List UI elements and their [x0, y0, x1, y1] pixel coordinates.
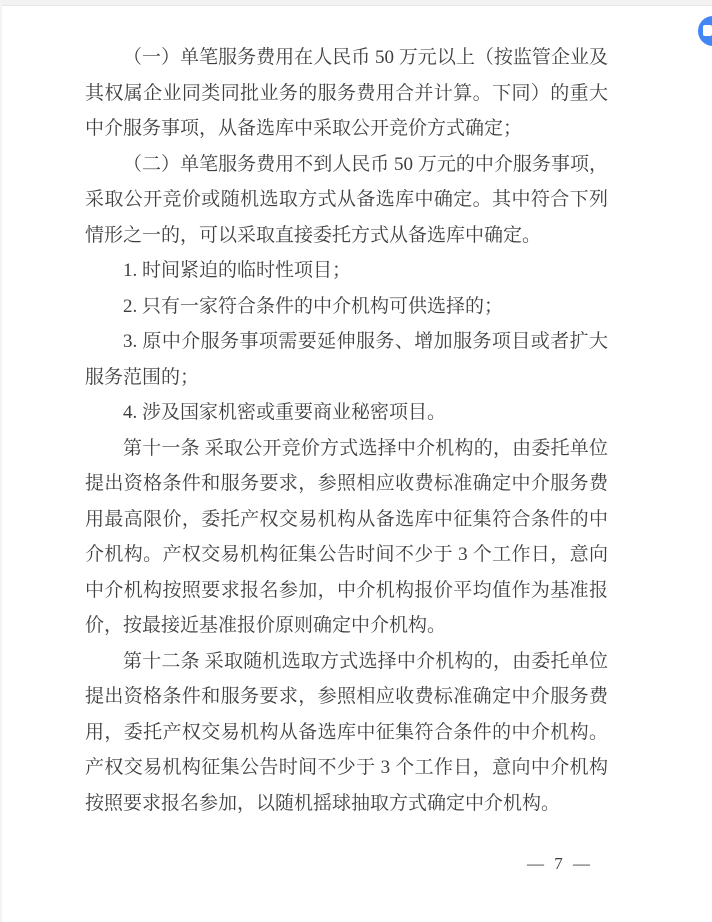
viewer-left-edge — [0, 0, 2, 922]
document-body — [85, 40, 608, 821]
paragraph-item-2: （二）单笔服务费用不到人民币 50 万元的中介服务事项，采取公开竞价或随机选取方式从备选库中确定。其中符合下列情形之一的，可以采取直接委托方式从备选库中确定。 — [85, 153, 608, 246]
viewer-top-edge — [0, 0, 712, 6]
page-number: — 7 — — [527, 854, 593, 873]
floating-action-button[interactable] — [698, 16, 712, 46]
list-item-3: 3. 原中介服务事项需要延伸服务、增加服务项目或者扩大服务范围的； — [85, 331, 608, 388]
article-11-paragraph: 第十一条 采取公开竞价方式选择中介机构的，由委托单位提出资格条件和服务要求，参照相应收费标准确定中介服务费用最高限价，委托产权交易机构从备选库中征集符合条件的中介机构。产权交易机构征集公告时间不少于 3 个工作日，意向中介机构按照要求报名参加，中介机构报价平均值作为基准报价，按最接近基准报价原则确定中介机构。 — [85, 437, 608, 636]
list-item-2: 2. 只有一家符合条件的中介机构可供选择的； — [123, 295, 504, 317]
list-item-4: 4. 涉及国家机密或重要商业秘密项目。 — [123, 402, 447, 423]
paragraph-item-1: （一）单笔服务费用在人民币 50 万元以上（按监管企业及其权属企业同类同批业务的服务费用合并计算。下同）的重大中介服务事项，从备选库中采取公开竞价方式确定； — [85, 47, 608, 139]
article-12-paragraph: 第十二条 采取随机选取方式选择中介机构的，由委托单位提出资格条件和服务要求，参照相应收费标准确定中介服务费用，委托产权交易机构从备选库中征集符合条件的中介机构。产权交易机构征集公告时间不少于 3 个工作日，意向中介机构按照要求报名参加，以随机摇球抽取方式确定中介机构。 — [85, 650, 608, 814]
list-item-1: 1. 时间紧迫的临时性项目； — [123, 260, 352, 281]
assistant-icon — [703, 25, 712, 36]
